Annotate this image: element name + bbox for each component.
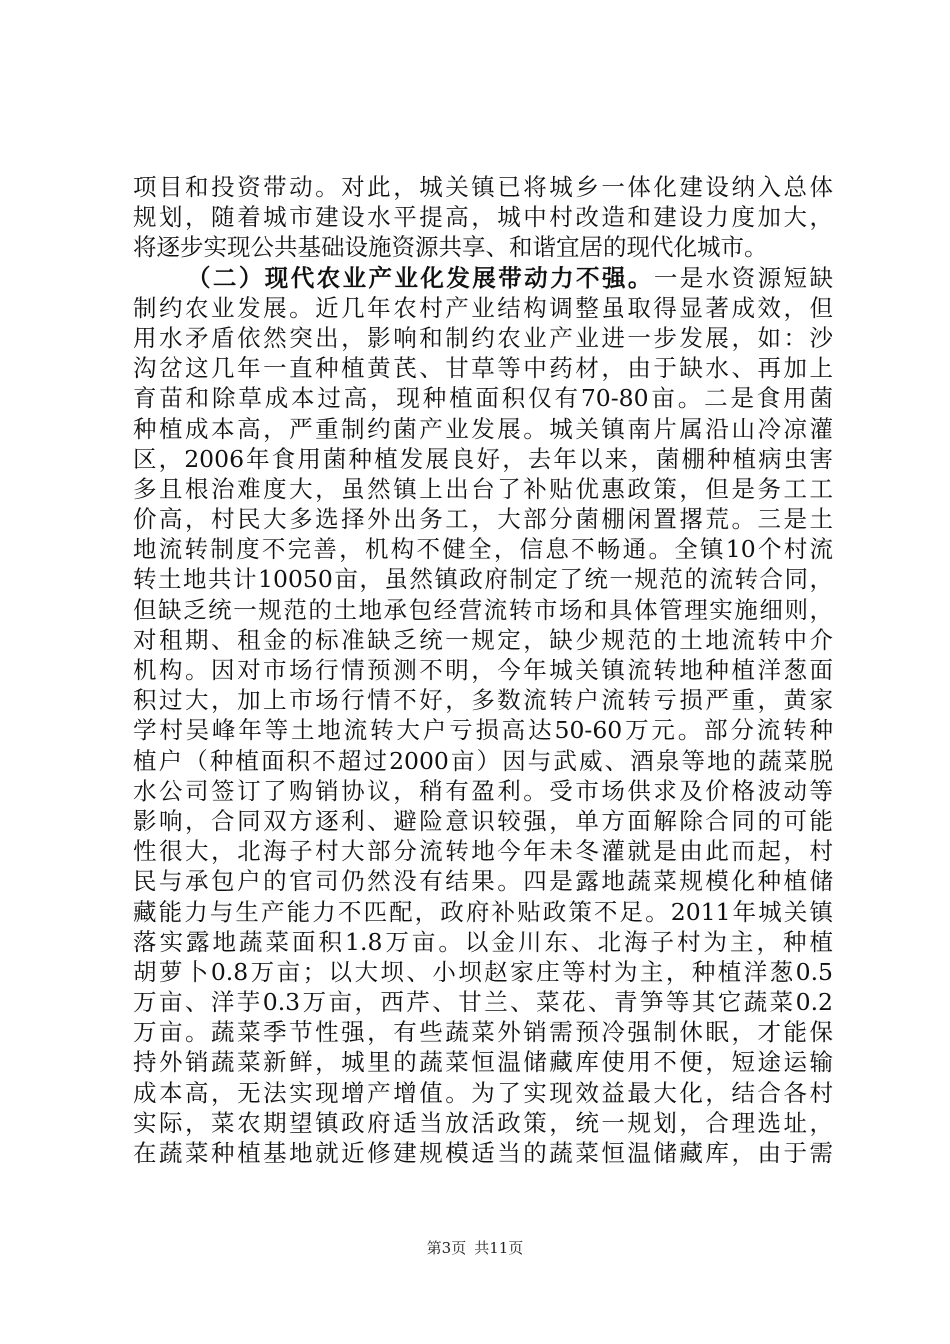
text-line: 植户（种植面积不超过2000亩）因与武威、酒泉等地的蔬菜脱 [133, 746, 833, 775]
text-line: 规划，随着城市建设水平提高，城中村改造和建设力度加大， [133, 203, 833, 232]
text-line: 在蔬菜种植基地就近修建规模适当的蔬菜恒温储藏库，由于需 [133, 1139, 833, 1167]
text-line: 学村吴峰年等土地流转大户亏损高达50-60万元。部分流转种 [133, 716, 833, 745]
page-total: 共11页 [474, 1239, 524, 1257]
section-heading-line [133, 263, 833, 293]
text-line: 种植成本高，严重制约菌产业发展。城关镇南片属沿山冷凉灌 [133, 414, 833, 443]
text-line: 胡萝卜0.8万亩；以大坝、小坝赵家庄等村为主，种植洋葱0.5 [133, 957, 833, 986]
text-line: 性很大，北海子村大部分流转地今年未冬灌就是由此而起，村 [133, 837, 833, 866]
text-line: 用水矛盾依然突出，影响和制约农业产业进一步发展，如：沙 [133, 323, 833, 352]
text-line: 持外销蔬菜新鲜，城里的蔬菜恒温储藏库使用不便，短途运输 [133, 1048, 833, 1077]
page-number: 第3页 [426, 1239, 467, 1257]
text-line: 转土地共计10050亩，虽然镇政府制定了统一规范的流转合同， [133, 565, 833, 594]
section-heading-continuation: 一是水资源短缺 [653, 263, 833, 292]
text-line: 藏能力与生产能力不匹配，政府补贴政策不足。2011年城关镇 [133, 897, 833, 926]
text-line: 但缺乏统一规范的土地承包经营流转市场和具体管理实施细则， [133, 595, 833, 624]
text-line: 积过大，加上市场行情不好，多数流转户流转亏损严重，黄家 [133, 686, 833, 715]
text-line: 多且根治难度大，虽然镇上出台了补贴优惠政策，但是务工工 [133, 474, 833, 503]
text-line: 价高，村民大多选择外出务工，大部分菌棚闲置撂荒。三是土 [133, 505, 833, 534]
text-line: 民与承包户的官司仍然没有结果。四是露地蔬菜规模化种植储 [133, 867, 833, 896]
text-line: 实际，菜农期望镇政府适当放活政策，统一规划，合理选址， [133, 1108, 833, 1137]
text-line: 沟岔这几年一直种植黄芪、甘草等中药材，由于缺水、再加上 [133, 354, 833, 383]
page-footer [0, 1238, 950, 1258]
text-line: 万亩。蔬菜季节性强，有些蔬菜外销需预冷强制休眠，才能保 [133, 1018, 833, 1047]
text-line: 成本高，无法实现增产增值。为了实现效益最大化，结合各村 [133, 1078, 833, 1107]
text-line: 落实露地蔬菜面积1.8万亩。以金川东、北海子村为主，种植 [133, 927, 833, 956]
text-line: 地流转制度不完善，机构不健全，信息不畅通。全镇10个村流 [133, 535, 833, 564]
text-line: 万亩、洋芋0.3万亩，西芹、甘兰、菜花、青笋等其它蔬菜0.2 [133, 988, 833, 1017]
text-line: 机构。因对市场行情预测不明，今年城关镇流转地种植洋葱面 [133, 656, 833, 684]
document-body [133, 172, 833, 1168]
text-line: 影响，合同双方逐利、避险意识较强，单方面解除合同的可能 [133, 806, 833, 835]
text-line: 水公司签订了购销协议，稍有盈利。受市场供求及价格波动等 [133, 776, 833, 805]
text-line: 对租期、租金的标准缺乏统一规定，缺少规范的土地流转中介 [133, 625, 833, 654]
text-line: 制约农业发展。近几年农村产业结构调整虽取得显著成效，但 [133, 293, 833, 322]
text-line: 将逐步实现公共基础设施资源共享、和谐宜居的现代化城市。 [133, 233, 768, 262]
text-line: 项目和投资带动。对此，城关镇已将城乡一体化建设纳入总体 [133, 173, 833, 201]
text-line: 区，2006年食用菌种植发展良好，去年以来，菌棚种植病虫害 [133, 444, 833, 473]
section-heading: （二）现代农业产业化发展带动力不强。 [187, 263, 654, 292]
text-line: 育苗和除草成本过高，现种植面积仅有70-80亩。二是食用菌 [133, 384, 833, 413]
